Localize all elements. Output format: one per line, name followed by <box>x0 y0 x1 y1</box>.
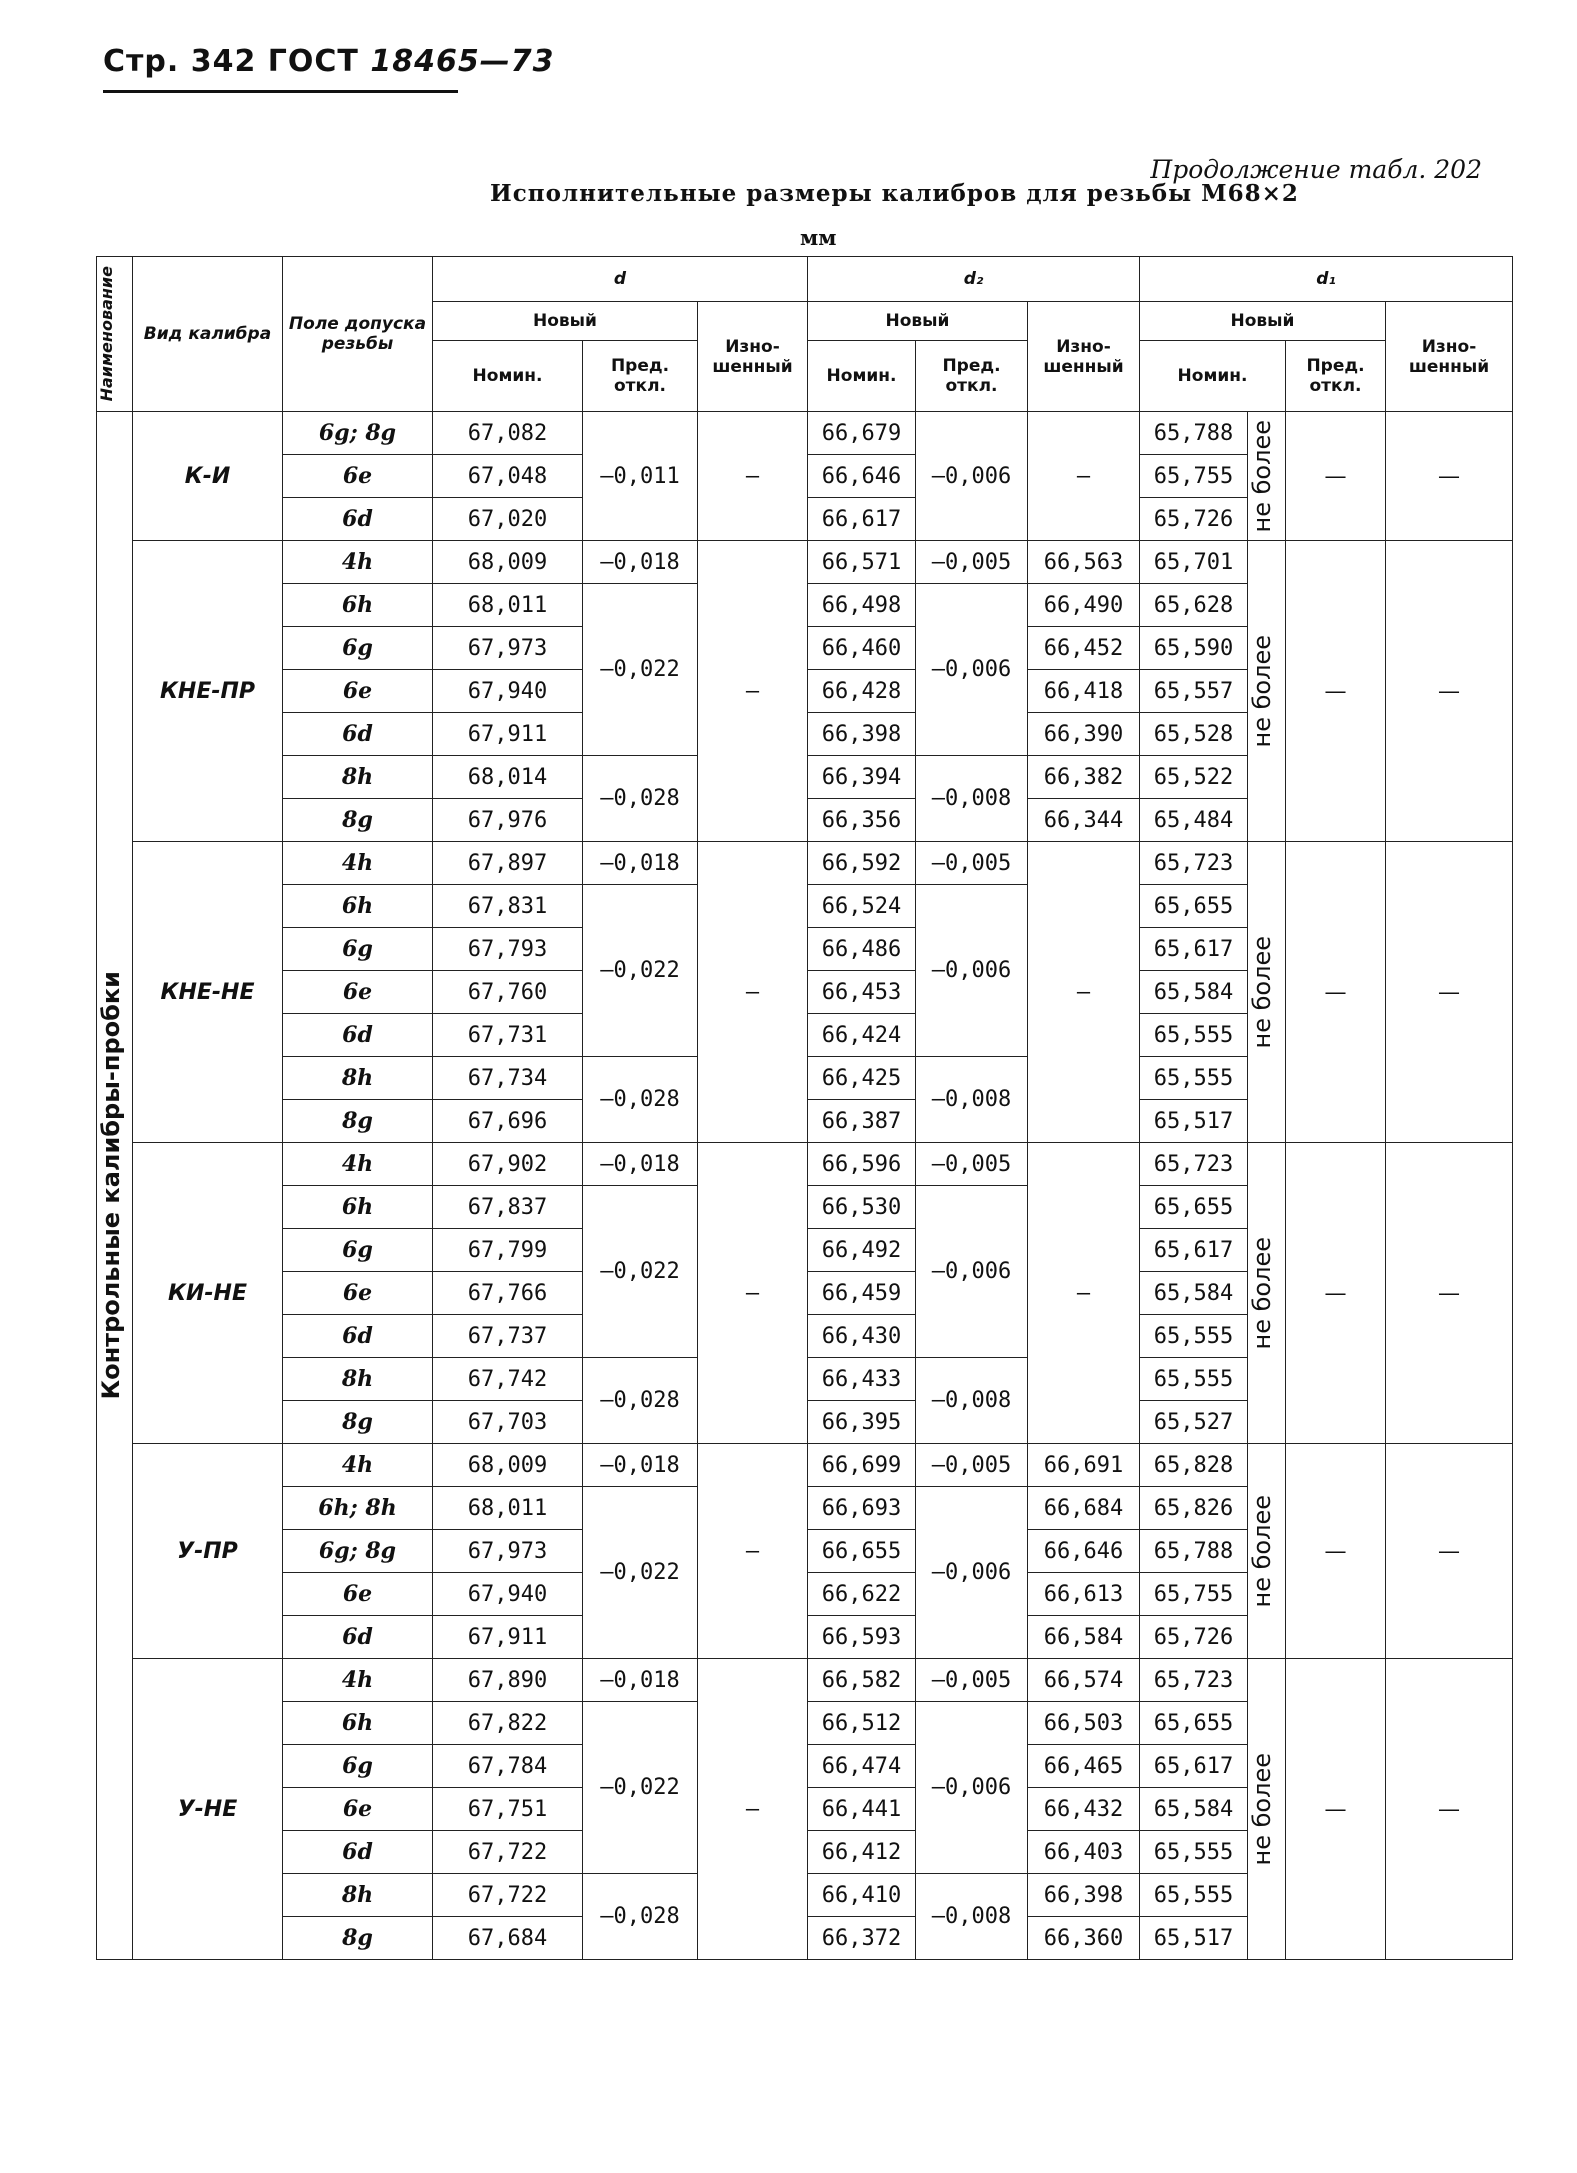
d2-worn-cell: 66,390 <box>1028 713 1140 756</box>
d1-nominal-cell: 65,517 <box>1140 1100 1248 1143</box>
d1-nominal-cell: 65,584 <box>1140 971 1248 1014</box>
tolerance-cell: 6g <box>283 928 433 971</box>
d1-nominal-cell: 65,617 <box>1140 928 1248 971</box>
d2-nominal-cell: 66,425 <box>808 1057 916 1100</box>
d-nominal-cell: 67,684 <box>433 1917 583 1960</box>
d-nominal-cell: 67,696 <box>433 1100 583 1143</box>
d2-nominal-cell: 66,492 <box>808 1229 916 1272</box>
tolerance-cell: 6e <box>283 1573 433 1616</box>
d-nominal-cell: 67,976 <box>433 799 583 842</box>
d1-worn-cell: — <box>1386 1444 1513 1659</box>
d-nominal-cell: 67,731 <box>433 1014 583 1057</box>
table-row <box>97 1659 1513 1702</box>
d1-nominal-cell: 65,826 <box>1140 1487 1248 1530</box>
d1-nominal-cell: 65,555 <box>1140 1315 1248 1358</box>
d1-deviation-cell: — <box>1286 842 1386 1143</box>
d2-worn-cell: 66,691 <box>1028 1444 1140 1487</box>
d-nominal-cell: 67,793 <box>433 928 583 971</box>
tolerance-cell: 8h <box>283 756 433 799</box>
tolerance-cell: 8g <box>283 1100 433 1143</box>
d2-deviation-cell: —0,005 <box>916 1659 1028 1702</box>
d2-worn-header: Изно-шенный <box>1028 302 1140 412</box>
gauge-type-cell: У-ПР <box>133 1444 283 1659</box>
d-deviation-cell: —0,028 <box>583 756 698 842</box>
gauge-type-cell: КНЕ-НЕ <box>133 842 283 1143</box>
col-name-header: Наименование <box>97 257 133 412</box>
d1-nominal-cell: 65,755 <box>1140 455 1248 498</box>
d1-nominal-cell: 65,726 <box>1140 1616 1248 1659</box>
d2-worn-cell: — <box>1028 1143 1140 1444</box>
d1-nominal-cell: 65,723 <box>1140 1659 1248 1702</box>
d-worn-cell: — <box>698 1143 808 1444</box>
d2-nominal-cell: 66,524 <box>808 885 916 928</box>
d-nominal-cell: 67,703 <box>433 1401 583 1444</box>
d-deviation-cell: —0,018 <box>583 1143 698 1186</box>
d2-nominal-cell: 66,498 <box>808 584 916 627</box>
d2-nominal-cell: 66,424 <box>808 1014 916 1057</box>
d2-nominal-cell: 66,398 <box>808 713 916 756</box>
col-tolerance-header: Поле допуска резьбы <box>283 257 433 412</box>
d1-not-more-cell <box>1248 412 1286 541</box>
d-nominal-cell: 68,009 <box>433 1444 583 1487</box>
gauge-type-cell: У-НЕ <box>133 1659 283 1960</box>
d2-nominal-cell: 66,459 <box>808 1272 916 1315</box>
d-deviation-cell: —0,028 <box>583 1057 698 1143</box>
d2-deviation-header: Пред. откл. <box>916 341 1028 412</box>
d-nominal-cell: 68,011 <box>433 584 583 627</box>
d-nominal-cell: 68,011 <box>433 1487 583 1530</box>
d-nominal-cell: 67,831 <box>433 885 583 928</box>
col-d-header: d <box>433 257 808 302</box>
d-deviation-cell: —0,028 <box>583 1874 698 1960</box>
tolerance-cell: 8g <box>283 799 433 842</box>
d1-not-more-cell <box>1248 1444 1286 1659</box>
d1-deviation-cell: — <box>1286 1143 1386 1444</box>
not-more-label: не более <box>1248 1494 1276 1608</box>
d-nominal-cell: 67,020 <box>433 498 583 541</box>
page-label: Стр. 342 <box>103 44 257 79</box>
tolerance-cell: 6e <box>283 455 433 498</box>
d-nominal-cell: 67,940 <box>433 1573 583 1616</box>
tolerance-cell: 6d <box>283 1315 433 1358</box>
d1-nominal-cell: 65,617 <box>1140 1745 1248 1788</box>
d2-worn-cell: 66,613 <box>1028 1573 1140 1616</box>
d2-worn-cell: 66,432 <box>1028 1788 1140 1831</box>
col-d2-header: d₂ <box>808 257 1140 302</box>
d1-nominal-cell: 65,557 <box>1140 670 1248 713</box>
tolerance-cell: 8h <box>283 1057 433 1100</box>
d-nominal-cell: 67,766 <box>433 1272 583 1315</box>
d2-worn-cell: 66,584 <box>1028 1616 1140 1659</box>
d-deviation-cell: —0,018 <box>583 1444 698 1487</box>
d2-worn-cell: 66,465 <box>1028 1745 1140 1788</box>
d2-deviation-cell: —0,006 <box>916 584 1028 756</box>
tolerance-cell: 6e <box>283 1788 433 1831</box>
tolerance-cell: 6e <box>283 971 433 1014</box>
d-nominal-cell: 67,784 <box>433 1745 583 1788</box>
d1-nominal-cell: 65,528 <box>1140 713 1248 756</box>
d-nominal-cell: 67,822 <box>433 1702 583 1745</box>
row-group-label-cell <box>97 412 133 1960</box>
d2-worn-cell: — <box>1028 842 1140 1143</box>
d2-deviation-cell: —0,006 <box>916 1702 1028 1874</box>
d2-nominal-cell: 66,460 <box>808 627 916 670</box>
d-deviation-cell: —0,028 <box>583 1358 698 1444</box>
gauge-type-cell: КИ-НЕ <box>133 1143 283 1444</box>
d-worn-cell: — <box>698 412 808 541</box>
tolerance-cell: 4h <box>283 541 433 584</box>
d1-nominal-cell: 65,655 <box>1140 885 1248 928</box>
table-row <box>97 1143 1513 1186</box>
d1-new-header: Новый <box>1140 302 1386 341</box>
d-deviation-cell: —0,018 <box>583 541 698 584</box>
d2-deviation-cell: —0,006 <box>916 412 1028 541</box>
d2-nominal-cell: 66,596 <box>808 1143 916 1186</box>
gauge-type-cell: К-И <box>133 412 283 541</box>
tolerance-cell: 6h <box>283 584 433 627</box>
tolerance-cell: 6g; 8g <box>283 1530 433 1573</box>
not-more-label: не более <box>1248 419 1276 533</box>
d1-nominal-cell: 65,617 <box>1140 1229 1248 1272</box>
d1-deviation-cell: — <box>1286 541 1386 842</box>
d1-nominal-cell: 65,723 <box>1140 1143 1248 1186</box>
d-nominal-cell: 67,940 <box>433 670 583 713</box>
tolerance-cell: 8h <box>283 1874 433 1917</box>
d1-worn-cell: — <box>1386 1143 1513 1444</box>
d1-nominal-cell: 65,726 <box>1140 498 1248 541</box>
d2-nominal-cell: 66,655 <box>808 1530 916 1573</box>
d2-nominal-cell: 66,394 <box>808 756 916 799</box>
d1-not-more-cell <box>1248 1143 1286 1444</box>
d2-deviation-cell: —0,008 <box>916 1057 1028 1143</box>
d1-nominal-cell: 65,788 <box>1140 1530 1248 1573</box>
table-title: Исполнительные размеры калибров для резьбы М68×2 <box>490 180 1299 207</box>
table-row <box>97 842 1513 885</box>
gauge-type-cell: КНЕ-ПР <box>133 541 283 842</box>
d-nominal-cell: 67,911 <box>433 1616 583 1659</box>
gauge-dimensions-table <box>96 256 1513 1960</box>
header-rule <box>103 90 458 93</box>
d2-worn-cell: 66,646 <box>1028 1530 1140 1573</box>
tolerance-cell: 4h <box>283 1444 433 1487</box>
d-nominal-cell: 67,799 <box>433 1229 583 1272</box>
d1-nominal-cell: 65,555 <box>1140 1014 1248 1057</box>
d1-deviation-cell: — <box>1286 1659 1386 1960</box>
tolerance-cell: 6g <box>283 627 433 670</box>
d-nominal-cell: 67,911 <box>433 713 583 756</box>
d2-deviation-cell: —0,008 <box>916 756 1028 842</box>
d1-nominal-cell: 65,590 <box>1140 627 1248 670</box>
row-group-label: Контрольные калибры-пробки <box>97 971 125 1400</box>
d-nominal-cell: 67,048 <box>433 455 583 498</box>
tolerance-cell: 8h <box>283 1358 433 1401</box>
table-continuation-label: Продолжение табл. 202 <box>1150 155 1482 184</box>
tolerance-cell: 6h <box>283 1702 433 1745</box>
d2-nominal-cell: 66,582 <box>808 1659 916 1702</box>
tolerance-cell: 6h <box>283 885 433 928</box>
d-worn-cell: — <box>698 1444 808 1659</box>
d2-worn-cell: 66,344 <box>1028 799 1140 842</box>
tolerance-cell: 6d <box>283 1831 433 1874</box>
tolerance-cell: 6h; 8h <box>283 1487 433 1530</box>
tolerance-cell: 4h <box>283 1659 433 1702</box>
d2-nominal-cell: 66,699 <box>808 1444 916 1487</box>
d2-deviation-cell: —0,006 <box>916 1487 1028 1659</box>
page-header <box>103 44 554 79</box>
d-nominal-cell: 67,890 <box>433 1659 583 1702</box>
d1-nominal-header: Номин. <box>1140 341 1286 412</box>
tolerance-cell: 6d <box>283 1014 433 1057</box>
d1-worn-cell: — <box>1386 1659 1513 1960</box>
d1-nominal-cell: 65,755 <box>1140 1573 1248 1616</box>
d1-worn-cell: — <box>1386 541 1513 842</box>
d-nominal-cell: 67,751 <box>433 1788 583 1831</box>
d2-deviation-cell: —0,006 <box>916 1186 1028 1358</box>
d-nominal-cell: 67,722 <box>433 1831 583 1874</box>
d2-deviation-cell: —0,005 <box>916 842 1028 885</box>
d1-deviation-header: Пред. откл. <box>1286 341 1386 412</box>
d2-worn-cell: 66,398 <box>1028 1874 1140 1917</box>
d2-nominal-cell: 66,430 <box>808 1315 916 1358</box>
d1-deviation-cell: — <box>1286 1444 1386 1659</box>
d2-nominal-cell: 66,622 <box>808 1573 916 1616</box>
d2-nominal-cell: 66,441 <box>808 1788 916 1831</box>
d2-worn-cell: 66,563 <box>1028 541 1140 584</box>
d-deviation-cell: —0,011 <box>583 412 698 541</box>
d2-nominal-cell: 66,453 <box>808 971 916 1014</box>
d1-nominal-cell: 65,522 <box>1140 756 1248 799</box>
tolerance-cell: 8g <box>283 1401 433 1444</box>
not-more-label: не более <box>1248 1752 1276 1866</box>
d2-worn-cell: 66,503 <box>1028 1702 1140 1745</box>
d-nominal-cell: 67,973 <box>433 627 583 670</box>
d2-nominal-cell: 66,646 <box>808 455 916 498</box>
tolerance-cell: 4h <box>283 1143 433 1186</box>
d-worn-cell: — <box>698 1659 808 1960</box>
d2-nominal-cell: 66,486 <box>808 928 916 971</box>
d1-worn-cell: — <box>1386 842 1513 1143</box>
d2-nominal-cell: 66,433 <box>808 1358 916 1401</box>
standard-label: ГОСТ <box>267 44 359 79</box>
tolerance-cell: 6d <box>283 498 433 541</box>
d2-nominal-cell: 66,693 <box>808 1487 916 1530</box>
d2-nominal-cell: 66,356 <box>808 799 916 842</box>
d1-nominal-cell: 65,555 <box>1140 1831 1248 1874</box>
d2-deviation-cell: —0,005 <box>916 1143 1028 1186</box>
d-new-header: Новый <box>433 302 698 341</box>
d1-nominal-cell: 65,655 <box>1140 1186 1248 1229</box>
d-deviation-cell: —0,022 <box>583 584 698 756</box>
d1-worn-cell: — <box>1386 412 1513 541</box>
d-nominal-cell: 67,742 <box>433 1358 583 1401</box>
d-worn-cell: — <box>698 842 808 1143</box>
d1-nominal-cell: 65,828 <box>1140 1444 1248 1487</box>
d2-worn-cell: 66,382 <box>1028 756 1140 799</box>
table-body <box>97 412 1513 1960</box>
d-deviation-cell: —0,022 <box>583 1186 698 1358</box>
d1-not-more-cell <box>1248 541 1286 842</box>
not-more-label: не более <box>1248 935 1276 1049</box>
d1-nominal-cell: 65,584 <box>1140 1272 1248 1315</box>
table-unit: мм <box>800 225 837 250</box>
tolerance-cell: 6d <box>283 713 433 756</box>
d1-deviation-cell: — <box>1286 412 1386 541</box>
d2-worn-cell: 66,452 <box>1028 627 1140 670</box>
d2-nominal-cell: 66,679 <box>808 412 916 455</box>
d2-nominal-cell: 66,571 <box>808 541 916 584</box>
d1-nominal-cell: 65,527 <box>1140 1401 1248 1444</box>
d2-worn-cell: 66,574 <box>1028 1659 1140 1702</box>
d2-nominal-cell: 66,593 <box>808 1616 916 1659</box>
d2-deviation-cell: —0,005 <box>916 1444 1028 1487</box>
d1-nominal-cell: 65,555 <box>1140 1874 1248 1917</box>
tolerance-cell: 6g; 8g <box>283 412 433 455</box>
d-nominal-cell: 67,973 <box>433 1530 583 1573</box>
d-nominal-cell: 67,734 <box>433 1057 583 1100</box>
d1-nominal-cell: 65,655 <box>1140 1702 1248 1745</box>
d2-nominal-cell: 66,512 <box>808 1702 916 1745</box>
d-nominal-cell: 67,902 <box>433 1143 583 1186</box>
d1-nominal-cell: 65,723 <box>1140 842 1248 885</box>
d2-nominal-cell: 66,617 <box>808 498 916 541</box>
d2-worn-cell: 66,360 <box>1028 1917 1140 1960</box>
d1-nominal-cell: 65,555 <box>1140 1057 1248 1100</box>
d1-nominal-cell: 65,628 <box>1140 584 1248 627</box>
not-more-label: не более <box>1248 1236 1276 1350</box>
d-nominal-cell: 67,737 <box>433 1315 583 1358</box>
d1-not-more-cell <box>1248 1659 1286 1960</box>
d-deviation-header: Пред. откл. <box>583 341 698 412</box>
d1-nominal-cell: 65,701 <box>1140 541 1248 584</box>
d2-nominal-cell: 66,387 <box>808 1100 916 1143</box>
d2-nominal-cell: 66,530 <box>808 1186 916 1229</box>
col-d1-header: d₁ <box>1140 257 1513 302</box>
tolerance-cell: 8g <box>283 1917 433 1960</box>
col-gauge-type-header: Вид калибра <box>133 257 283 412</box>
standard-number: 18465—73 <box>370 44 555 79</box>
d2-new-header: Новый <box>808 302 1028 341</box>
d1-not-more-cell <box>1248 842 1286 1143</box>
d-nominal-header: Номин. <box>433 341 583 412</box>
d2-deviation-cell: —0,006 <box>916 885 1028 1057</box>
d2-nominal-cell: 66,428 <box>808 670 916 713</box>
d-nominal-cell: 67,082 <box>433 412 583 455</box>
d2-deviation-cell: —0,005 <box>916 541 1028 584</box>
d1-nominal-cell: 65,517 <box>1140 1917 1248 1960</box>
tolerance-cell: 6h <box>283 1186 433 1229</box>
table-header <box>97 257 1513 412</box>
d2-worn-cell: 66,403 <box>1028 1831 1140 1874</box>
d-nominal-cell: 67,897 <box>433 842 583 885</box>
d1-worn-header: Изно-шенный <box>1386 302 1513 412</box>
d1-nominal-cell: 65,555 <box>1140 1358 1248 1401</box>
d-nominal-cell: 68,009 <box>433 541 583 584</box>
d-worn-cell: — <box>698 541 808 842</box>
tolerance-cell: 6d <box>283 1616 433 1659</box>
d2-worn-cell: 66,418 <box>1028 670 1140 713</box>
d-nominal-cell: 68,014 <box>433 756 583 799</box>
d2-nominal-cell: 66,410 <box>808 1874 916 1917</box>
d2-nominal-cell: 66,372 <box>808 1917 916 1960</box>
d2-worn-cell: 66,684 <box>1028 1487 1140 1530</box>
tolerance-cell: 4h <box>283 842 433 885</box>
d-deviation-cell: —0,022 <box>583 1487 698 1659</box>
d2-nominal-cell: 66,395 <box>808 1401 916 1444</box>
d-worn-header: Изно-шенный <box>698 302 808 412</box>
d2-worn-cell: — <box>1028 412 1140 541</box>
d2-deviation-cell: —0,008 <box>916 1358 1028 1444</box>
tolerance-cell: 6e <box>283 1272 433 1315</box>
d-deviation-cell: —0,022 <box>583 885 698 1057</box>
d1-nominal-cell: 65,788 <box>1140 412 1248 455</box>
table-row <box>97 541 1513 584</box>
d2-nominal-cell: 66,474 <box>808 1745 916 1788</box>
d-deviation-cell: —0,018 <box>583 1659 698 1702</box>
tolerance-cell: 6g <box>283 1229 433 1272</box>
d-deviation-cell: —0,022 <box>583 1702 698 1874</box>
d1-nominal-cell: 65,484 <box>1140 799 1248 842</box>
d2-nominal-cell: 66,592 <box>808 842 916 885</box>
d-nominal-cell: 67,722 <box>433 1874 583 1917</box>
d1-nominal-cell: 65,584 <box>1140 1788 1248 1831</box>
d2-nominal-header: Номин. <box>808 341 916 412</box>
d-nominal-cell: 67,760 <box>433 971 583 1014</box>
not-more-label: не более <box>1248 634 1276 748</box>
d-nominal-cell: 67,837 <box>433 1186 583 1229</box>
d2-worn-cell: 66,490 <box>1028 584 1140 627</box>
table-row <box>97 1444 1513 1487</box>
d2-deviation-cell: —0,008 <box>916 1874 1028 1960</box>
d2-nominal-cell: 66,412 <box>808 1831 916 1874</box>
tolerance-cell: 6e <box>283 670 433 713</box>
table-row <box>97 412 1513 455</box>
tolerance-cell: 6g <box>283 1745 433 1788</box>
d-deviation-cell: —0,018 <box>583 842 698 885</box>
